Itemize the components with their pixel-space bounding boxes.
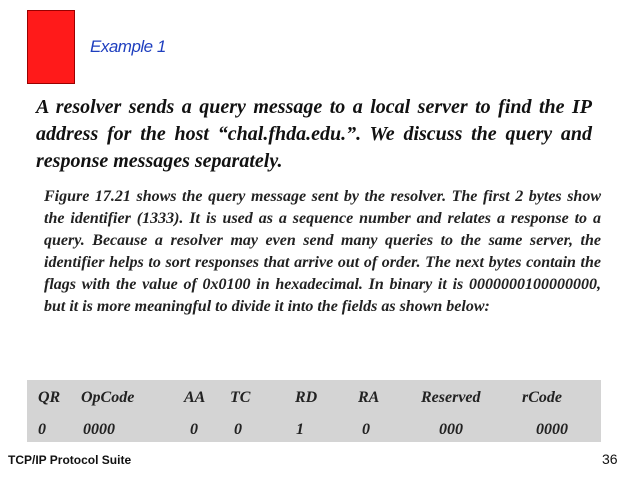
header-rcode: rCode xyxy=(522,389,562,406)
value-ra: 0 xyxy=(362,421,370,438)
page-number: 36 xyxy=(602,451,618,467)
footer-label: TCP/IP Protocol Suite xyxy=(8,453,132,467)
example-title: Example 1 xyxy=(90,37,166,56)
value-opcode: 0000 xyxy=(83,421,115,438)
value-qr: 0 xyxy=(38,421,46,438)
accent-block xyxy=(27,10,75,84)
header-qr: QR xyxy=(38,389,61,406)
value-rd: 1 xyxy=(296,421,304,438)
body-paragraph: Figure 17.21 shows the query message sent by the resolver. The first 2 bytes show the identifier (1333). It is used as a sequence number and relates a response to a query. Because a resolver may even send many queries to the same server, the identifier helps to sort responses that arrive out of order. The next bytes contain the flags with the value of 0x0100 in hexadecimal. In binary it is 0000000100000000, but it is more meaningful to divide it into the fields as shown below: xyxy=(44,188,601,315)
value-tc: 0 xyxy=(234,421,242,438)
header-ra: RA xyxy=(358,389,380,406)
header-reserved: Reserved xyxy=(421,389,481,406)
header-aa: AA xyxy=(184,389,206,406)
value-aa: 0 xyxy=(190,421,198,438)
intro-paragraph: A resolver sends a query message to a local server to find the IP address for the host “chal.fhda.edu.”. We discuss the query and response messages separately. xyxy=(36,96,592,172)
header-rd: RD xyxy=(295,389,318,406)
value-rcode: 0000 xyxy=(536,421,568,438)
flags-table xyxy=(27,380,601,442)
header-tc: TC xyxy=(230,389,251,406)
value-reserved: 000 xyxy=(439,421,463,438)
header-opcode: OpCode xyxy=(81,389,135,406)
